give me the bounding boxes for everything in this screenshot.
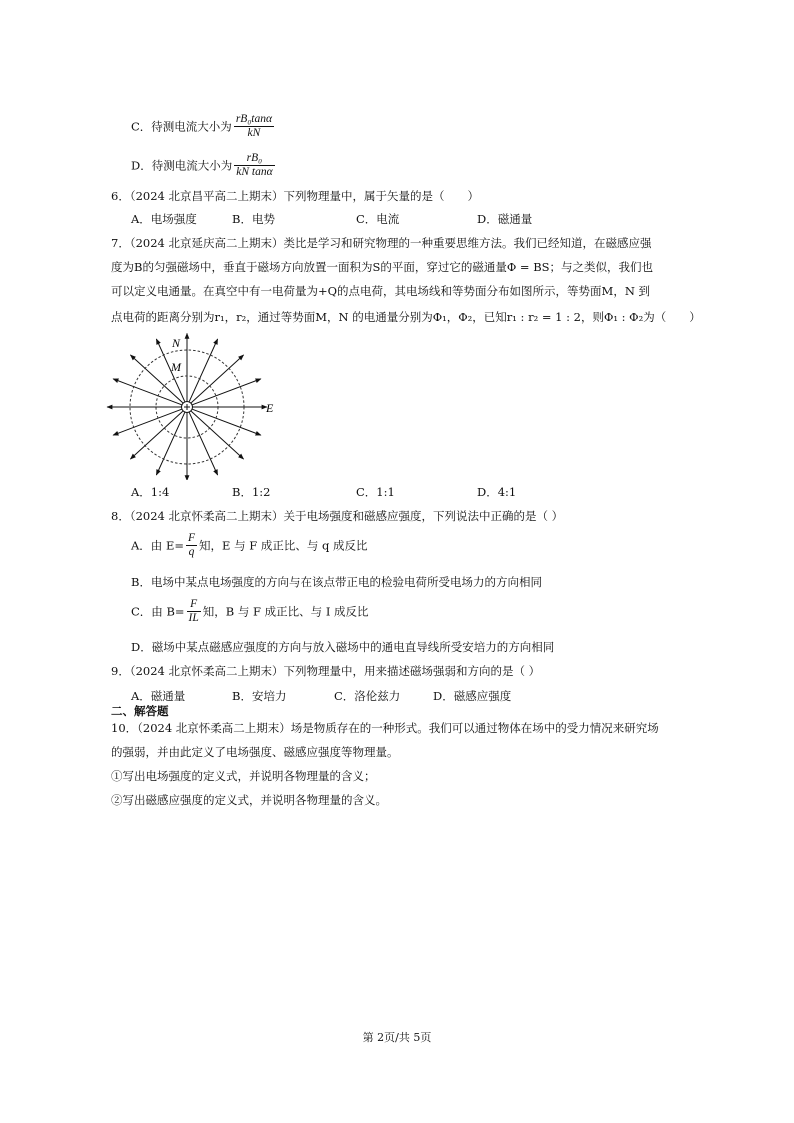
q8-option-a-numerator: F (188, 532, 196, 544)
q8-option-a-prefix: A．由 E= (131, 538, 184, 553)
q7-option-c: C．1:1 (356, 485, 395, 499)
q6-stem: 6．（2024 北京昌平高二上期末）下列物理量中，属于矢量的是（ ） (111, 189, 479, 203)
q9-option-c: C．洛伦兹力 (334, 689, 401, 703)
q5-option-d-fraction (234, 152, 274, 179)
q7-label-n: N (172, 336, 181, 350)
q8-option-c-suffix: 知，B 与 F 成正比、与 I 成反比 (202, 604, 369, 619)
q8-option-a (131, 532, 368, 559)
q9-option-b: B．安培力 (232, 689, 287, 703)
q7-label-m: M (171, 360, 181, 374)
q5-option-c-prefix: C．待测电流大小为 (131, 119, 232, 134)
q7-option-b: B．1:2 (232, 485, 271, 499)
q6-option-d: D．磁通量 (477, 212, 533, 226)
q5-option-d-denominator: kN tanα (236, 166, 273, 178)
q5-option-d (131, 152, 277, 179)
q9-stem: 9．（2024 北京怀柔高二上期末）下列物理量中，用来描述磁场强弱和方向的是（ ） (111, 664, 541, 678)
q5-option-d-prefix: D．待测电流大小为 (131, 158, 233, 173)
q7-field-figure (100, 330, 285, 480)
q7-option-d: D．4:1 (477, 485, 517, 499)
q5-option-c-denominator: kN (247, 127, 261, 139)
q7-line-4: 点电荷的距离分别为r₁，r₂，通过等势面M，N 的电通量分别为Φ₁，Φ₂，已知r₁ : r₂ = 1 : 2，则Φ₁ : Φ₂为（ ） (111, 310, 701, 324)
q8-option-a-suffix: 知，E 与 F 成正比、与 q 成反比 (199, 538, 368, 553)
q8-option-c-denominator: IL (188, 612, 199, 624)
q5-option-c (131, 113, 276, 140)
q8-option-a-denominator: q (188, 546, 195, 558)
q5-option-c-fraction (234, 113, 274, 140)
q8-option-a-fraction (186, 532, 197, 559)
q5-option-c-numerator: rB₀tanα (235, 113, 273, 125)
q6-option-a: A．电场强度 (131, 212, 197, 226)
q10-subquestion-2: ②写出磁感应强度的定义式，并说明各物理量的含义。 (111, 793, 387, 807)
q8-option-c-fraction (187, 598, 201, 625)
q5-option-d-numerator: rB₀ (234, 152, 274, 166)
q7-line-2: 度为B的匀强磁场中，垂直于磁场方向放置一面积为S的平面，穿过它的磁通量Φ = BS；与之类似，我们也 (111, 260, 654, 274)
q7-option-a: A．1:4 (131, 485, 170, 499)
q7-label-e: E (266, 401, 274, 415)
q8-option-c-numerator: F (187, 598, 201, 612)
q9-option-d: D．磁感应强度 (433, 689, 512, 703)
q6-option-b: B．电势 (232, 212, 275, 226)
q8-option-c (131, 598, 369, 625)
q9-option-a: A．磁通量 (131, 689, 186, 703)
q10-line-2: 的强弱，并由此定义了电场强度、磁感应强度等物理量。 (111, 745, 399, 759)
q8-option-d: D．磁场中某点磁感应强度的方向与放入磁场中的通电直导线所受安培力的方向相同 (131, 640, 555, 654)
q10-subquestion-1: ①写出电场强度的定义式，并说明各物理量的含义； (111, 769, 376, 783)
q8-stem: 8．（2024 北京怀柔高二上期末）关于电场强度和磁感应强度，下列说法中正确的是（ ） (111, 509, 564, 523)
q6-option-c: C．电流 (356, 212, 400, 226)
section-title-answer-questions: 二、解答题 (111, 704, 169, 718)
q7-line-1: 7．（2024 北京延庆高二上期末）类比是学习和研究物理的一种重要思维方法。我们已经知道，在磁感应强 (111, 236, 652, 250)
page-number: 第 2页/共 5页 (362, 1031, 432, 1044)
q8-option-b: B．电场中某点电场强度的方向与在该点带正电的检验电荷所受电场力的方向相同 (131, 575, 542, 589)
q8-option-c-prefix: C．由 B= (131, 604, 185, 619)
q10-line-1: 10．（2024 北京怀柔高二上期末）场是物质存在的一种形式。我们可以通过物体在场中的受力情况来研究场 (111, 721, 659, 735)
q7-line-3: 可以定义电通量。在真空中有一电荷量为+Q的点电荷，其电场线和等势面分布如图所示，等势面M，N 到 (111, 284, 651, 298)
